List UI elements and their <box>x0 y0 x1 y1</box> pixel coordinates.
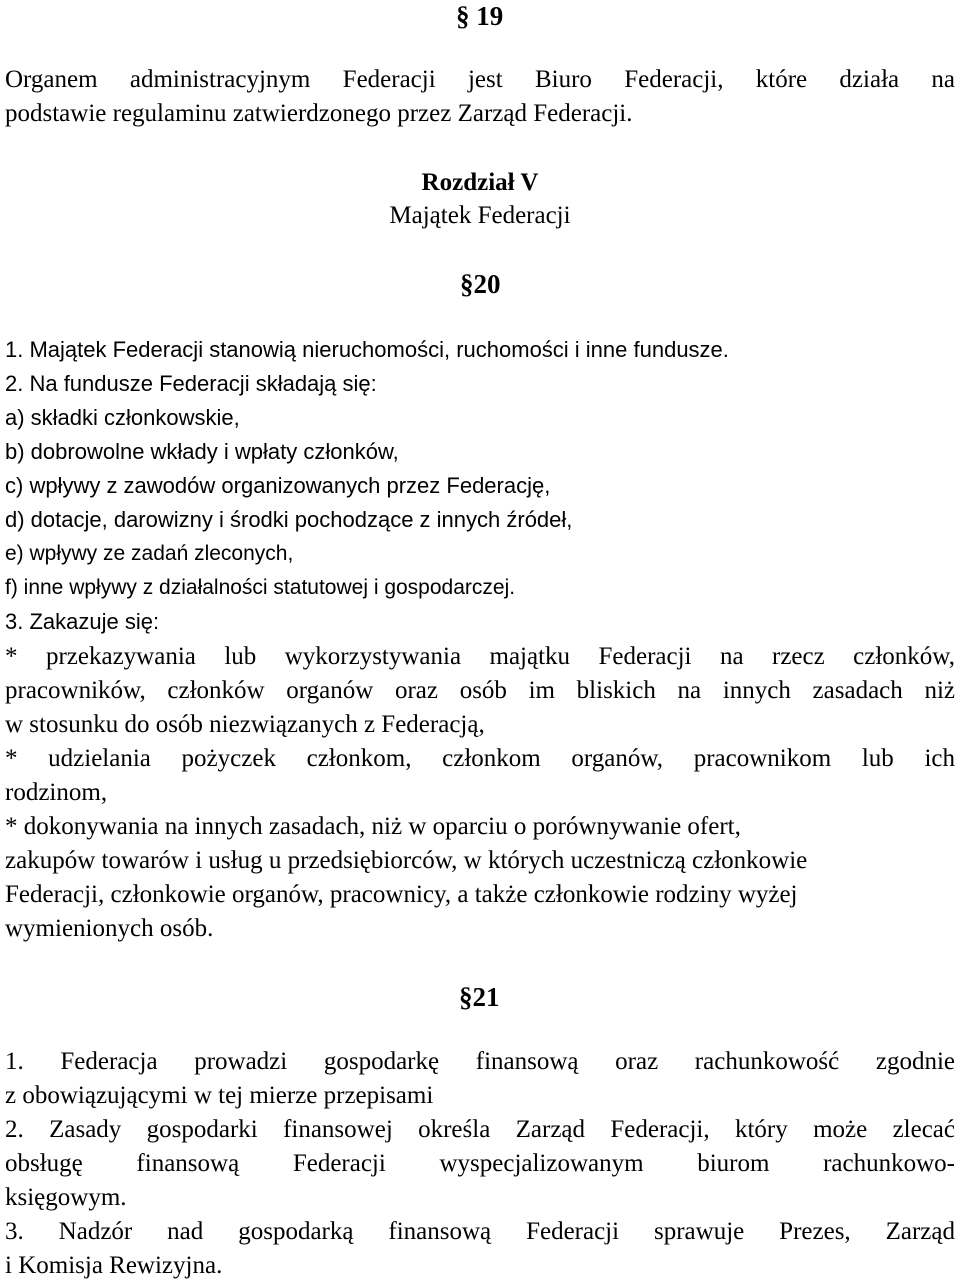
section-heading-20: §20 <box>460 269 501 299</box>
list-item-a: a) składki członkowskie, <box>5 405 240 430</box>
section-20-item-1: 1. Majątek Federacji stanowią nieruchomości, ruchomości i inne fundusze. <box>5 337 729 362</box>
section-21-line-2: z obowiązującymi w tej mierze przepisami <box>5 1082 434 1109</box>
list-item-e: e) wpływy ze zadań zleconych, <box>5 542 294 565</box>
section-21-line-1: 1. Federacja prowadzi gospodarkę finansową oraz rachunkowość zgodnie <box>5 1048 955 1075</box>
list-item-d: d) dotacje, darowizny i środki pochodzące z innych źródeł, <box>5 507 573 532</box>
section-heading-21: §21 <box>459 982 500 1012</box>
prohibition-line-5: rodzinom, <box>5 779 108 806</box>
prohibition-line-8: Federacji, członkowie organów, pracownicy, a także członkowie rodziny wyżej <box>5 881 798 908</box>
list-item-f: f) inne wpływy z działalności statutowej i gospodarczej. <box>5 576 516 599</box>
section-20-item-3: 3. Zakazuje się: <box>5 609 160 634</box>
section-21-line-3: 2. Zasady gospodarki finansowej określa Zarząd Federacji, który może zlecać <box>5 1116 955 1143</box>
section-heading-19: § 19 <box>456 1 504 31</box>
prohibition-line-2: pracowników, członków organów oraz osób im bliskich na innych zasadach niż <box>5 677 955 704</box>
prohibition-line-6: * dokonywania na innych zasadach, niż w oparciu o porównywanie ofert, <box>5 813 741 840</box>
chapter-title: Rozdział V <box>421 169 539 196</box>
section-21-line-7: i Komisja Rewizyjna. <box>5 1252 223 1279</box>
list-item-c: c) wpływy z zawodów organizowanych przez Federację, <box>5 473 551 498</box>
paragraph-19-line-1: Organem administracyjnym Federacji jest Biuro Federacji, które działa na <box>5 66 955 93</box>
list-item-b: b) dobrowolne wkłady i wpłaty członków, <box>5 439 399 464</box>
section-20-item-2: 2. Na fundusze Federacji składają się: <box>5 371 377 396</box>
chapter-subtitle: Majątek Federacji <box>389 202 571 229</box>
prohibition-line-3: w stosunku do osób niezwiązanych z Federacją, <box>5 711 485 738</box>
prohibition-line-9: wymienionych osób. <box>5 915 214 942</box>
section-21-line-5: księgowym. <box>5 1184 127 1211</box>
prohibition-line-4: * udzielania pożyczek członkom, członkom organów, pracownikom lub ich <box>5 745 955 772</box>
prohibition-line-1: * przekazywania lub wykorzystywania majątku Federacji na rzecz członków, <box>5 643 955 670</box>
prohibition-line-7: zakupów towarów i usług u przedsiębiorców, w których uczestniczą członkowie <box>5 847 808 874</box>
section-21-line-4: obsługę finansową Federacji wyspecjalizowanym biurom rachunkowo- <box>5 1150 955 1177</box>
section-21-line-6: 3. Nadzór nad gospodarką finansową Federacji sprawuje Prezes, Zarząd <box>5 1218 955 1245</box>
paragraph-19-line-2: podstawie regulaminu zatwierdzonego przez Zarząd Federacji. <box>5 100 633 127</box>
